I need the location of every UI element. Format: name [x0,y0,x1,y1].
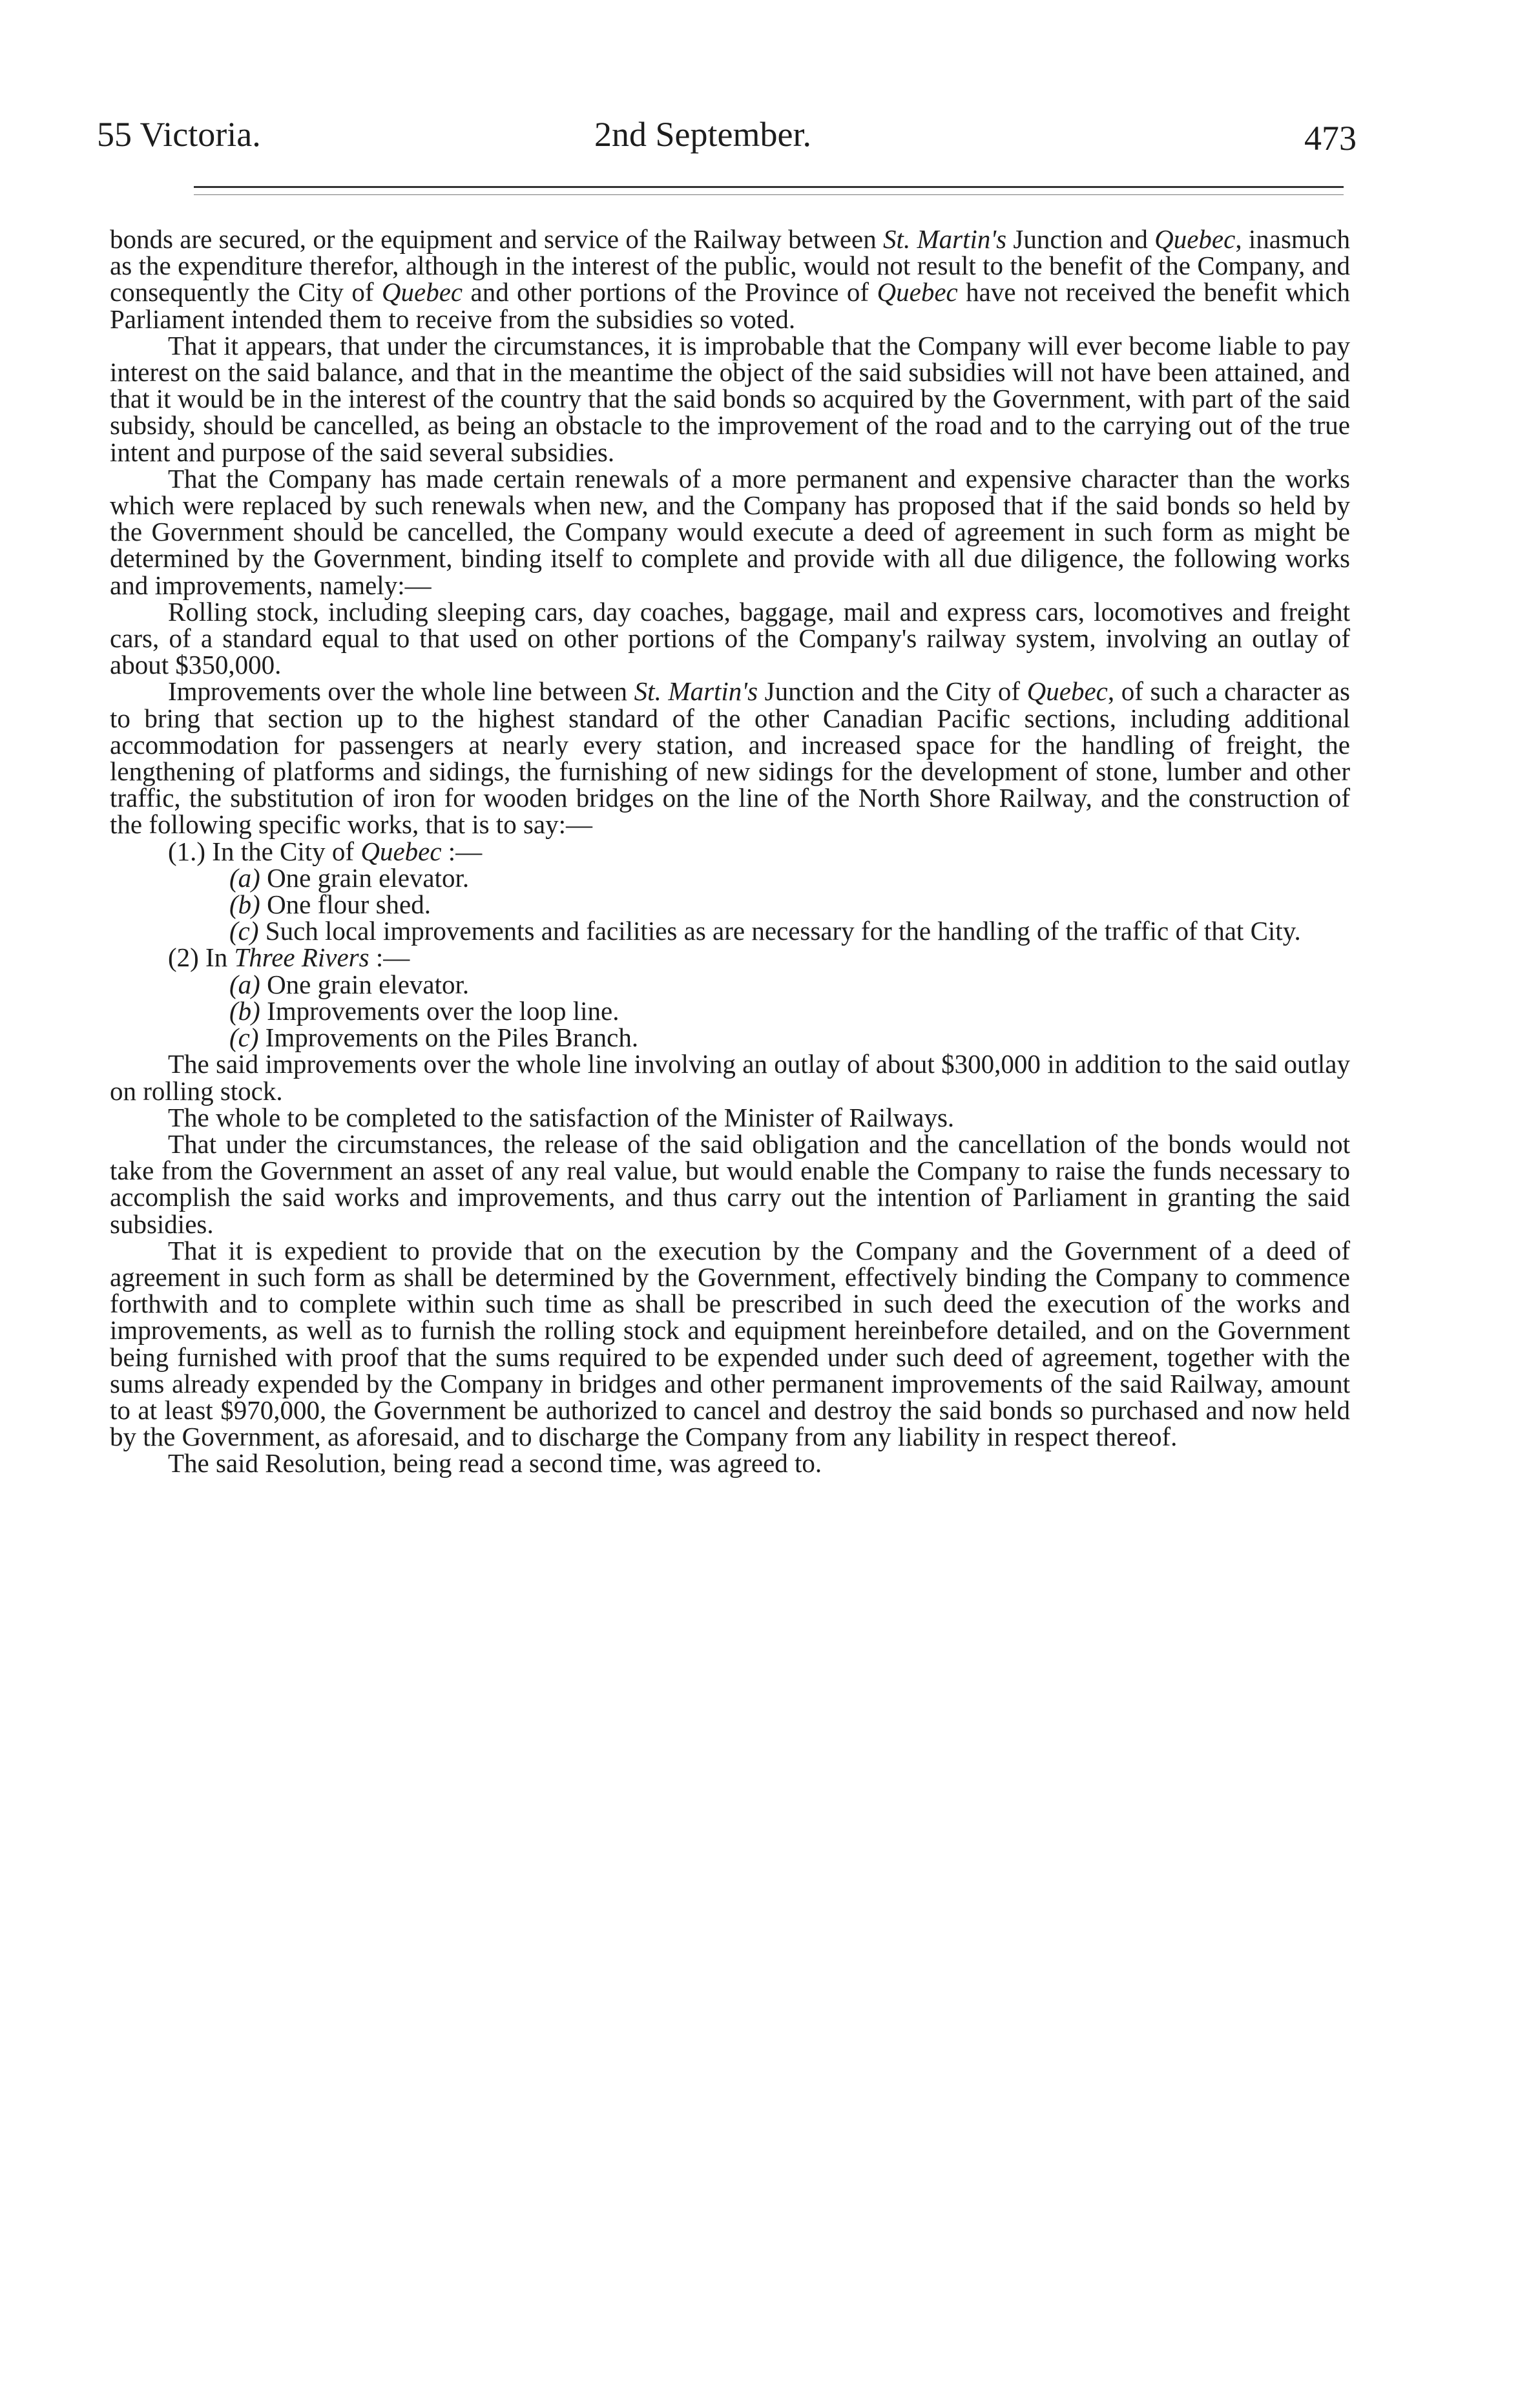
session-label: 55 Victoria. [97,115,261,154]
paragraph: That the Company has made certain renewals of a more permanent and expensive character than the works which were replaced by such renewals when new, and the Company has proposed that if the said bonds so held by the Government should be cancelled, the Company would execute a deed of agreement in such form as might be determined by the Government, binding itself to complete and provide with all due diligence, the following works and improvements, namely:— [110,463,1350,600]
page-number: 473 [1304,119,1357,158]
list-heading: (1.) In the City of Quebec :— [168,836,483,866]
list-item: (a) One grain elevator. [229,862,470,893]
list-heading: (2) In Three Rivers :— [168,942,410,973]
list-item: (b) Improvements over the loop line. [229,995,619,1026]
page-header [97,109,1357,160]
paragraph: Improvements over the whole line between St. Martin's Junction and the City of Quebec, of such a character as to bring that section up to the highest standard of the other Canadian Pacific sections, including additional accommodation for passengers at nearly every station, and increased space for the handling of freight, the lengthening of platforms and sidings, the furnishing of new sidings for the development of stone, lumber and other traffic, the substitution of iron for wooden bridges on the line of the North Shore Railway, and the construction of the following specific works, that is to say:— [110,676,1350,840]
date-label: 2nd September. [594,115,811,154]
paragraph: Rolling stock, including sleeping cars, day coaches, baggage, mail and express cars, locomotives and freight cars, of a standard equal to that used on other portions of the Company's railway system, involving an outlay of about $350,000. [110,596,1350,680]
list-item: (b) One flour shed. [229,889,431,920]
document-body [110,226,1350,1477]
paragraph: The whole to be completed to the satisfaction of the Minister of Railways. [168,1102,955,1132]
paragraph: That it is expedient to provide that on the execution by the Company and the Government of a deed of agreement in such form as shall be determined by the Government, effectively binding the Company to commence forthwith and to complete within such time as shall be prescribed in such deed the execution of the works and improvements, as well as to furnish the rolling stock and equipment hereinbefore detailed, and on the Government being furnished with proof that the sums required to be expended under such deed of agreement, together with the sums already expended by the Company in bridges and other permanent improvements of the said Railway, amount to at least $970,000, the Government be authorized to cancel and destroy the said bonds so purchased and now held by the Government, as aforesaid, and to discharge the Company from any liability in respect thereof. [110,1235,1350,1452]
list-item: (a) One grain elevator. [229,969,470,999]
header-rule [194,186,1344,195]
paragraph: bonds are secured, or the equipment and service of the Railway between St. Martin's Junction and Quebec, inasmuch as the expenditure therefor, although in the interest of the public, would not result to the benefit of the Company, and consequently the City of Quebec and other portions of the Province of Quebec have not received the benefit which Parliament intended them to receive from the subsidies so voted. [110,224,1351,334]
paragraph: That under the circumstances, the release of the said obligation and the cancellation of the bonds would not take from the Government an asset of any real value, but would enable the Company to raise the funds necessary to accomplish the said works and improvements, and thus carry out the intention of Parliament in granting the said subsidies. [110,1128,1350,1239]
list-item: (c) Such local improvements and facilities as are necessary for the handling of the traffic of that City. [229,916,1301,946]
paragraph: The said Resolution, being read a second time, was agreed to. [168,1448,822,1479]
paragraph: The said improvements over the whole line involving an outlay of about $300,000 in addition to the said outlay on rolling stock. [110,1049,1350,1106]
paragraph: That it appears, that under the circumstances, it is improbable that the Company will ever become liable to pay interest on the said balance, and that in the meantime the object of the said subsidies will not have been attained, and that it would be in the interest of the country that the said bonds so acquired by the Government, with part of the said subsidy, should be cancelled, as being an obstacle to the improvement of the road and to the carrying out of the true intent and purpose of the said several subsidies. [110,330,1350,467]
list-item: (c) Improvements on the Piles Branch. [229,1023,639,1053]
